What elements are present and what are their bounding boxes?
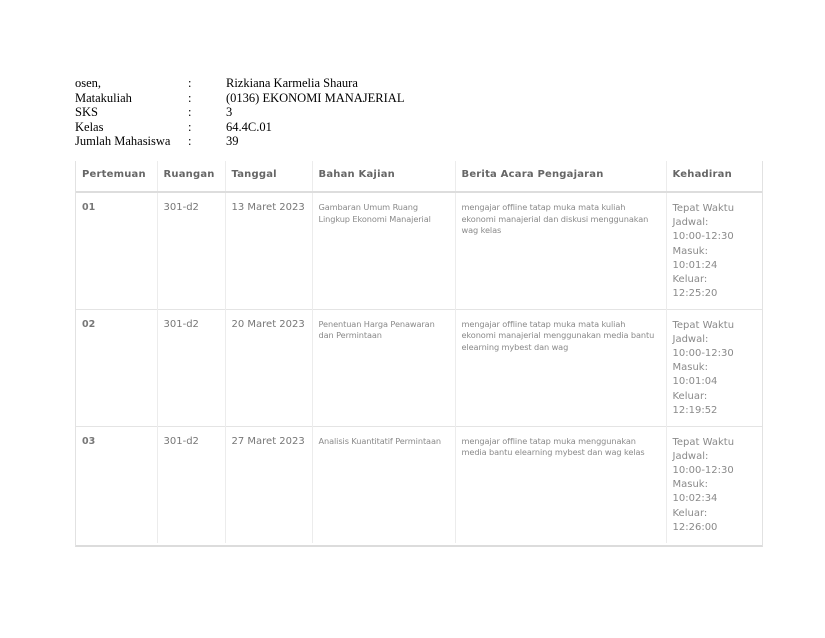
info-row-matakuliah (75, 91, 404, 106)
header-ruangan: Ruangan (157, 161, 225, 192)
info-value: 3 (226, 105, 233, 119)
info-label: osen, (75, 76, 102, 90)
cell-tanggal: 27 Maret 2023 (225, 426, 312, 543)
table-row (76, 426, 762, 543)
cell-tanggal: 13 Maret 2023 (225, 192, 312, 309)
info-colon: : (188, 134, 192, 148)
attendance-status: Tepat Waktu (672, 203, 735, 214)
table-row (76, 309, 762, 426)
info-value: Rizkiana Karmelia Shaura (226, 76, 358, 90)
check-out-label: Keluar: (672, 274, 708, 286)
info-row-jumlah-mahasiswa (75, 134, 404, 149)
info-colon: : (188, 90, 192, 105)
check-out-label: Keluar: (672, 390, 708, 402)
check-in-value: 10:01:24 (672, 259, 718, 271)
info-row-sks (75, 105, 404, 120)
attendance-status: Tepat Waktu (672, 319, 735, 331)
info-value: (0136) EKONOMI MANAJERIAL (226, 90, 405, 105)
info-label: Jumlah Mahasiswa (75, 134, 171, 148)
info-row-kelas (75, 120, 404, 135)
header-pertemuan: Pertemuan (76, 161, 157, 192)
header-bahan-kajian: Bahan Kajian (312, 161, 455, 192)
schedule-value: 10:00-12:30 (672, 464, 734, 476)
check-in-value: 10:02:34 (672, 493, 718, 505)
cell-bahan-kajian: Penentuan Harga Penawaran dan Permintaan (312, 309, 455, 426)
check-in-value: 10:01:04 (672, 376, 718, 388)
schedule-label: Jadwal: (672, 450, 709, 462)
info-row-dosen (75, 76, 404, 91)
schedule-value: 10:00-12:30 (672, 347, 734, 359)
info-colon: : (188, 76, 192, 90)
check-in-label: Masuk: (672, 479, 708, 491)
header-berita-acara: Berita Acara Pengajaran (455, 161, 666, 192)
cell-ruangan: 301-d2 (157, 192, 225, 309)
check-in-label: Masuk: (672, 362, 708, 374)
cell-pertemuan: 02 (76, 309, 157, 426)
cell-berita-acara: mengajar offline tatap muka menggunakan media bantu elearning mybest dan wag kelas (455, 426, 666, 543)
check-out-label: Keluar: (672, 507, 708, 519)
cell-pertemuan: 03 (76, 426, 157, 543)
cell-ruangan: 301-d2 (157, 309, 225, 426)
cell-kehadiran (666, 426, 762, 543)
info-value: 64.4C.01 (226, 119, 272, 134)
attendance-table-container (75, 161, 763, 547)
cell-tanggal: 20 Maret 2023 (225, 309, 312, 426)
info-colon: : (188, 105, 192, 119)
attendance-table (76, 161, 762, 543)
info-label: Matakuliah (75, 90, 132, 105)
table-row (76, 192, 762, 309)
check-out-value: 12:26:00 (672, 521, 718, 533)
cell-berita-acara: mengajar offline tatap muka mata kuliah ekonomi manajerial menggunakan media bantu elearning mybest dan wag (455, 309, 666, 426)
schedule-label: Jadwal: (672, 217, 709, 229)
info-value: 39 (226, 134, 239, 148)
schedule-value: 10:00-12:30 (672, 231, 734, 243)
cell-kehadiran (666, 192, 762, 309)
cell-pertemuan: 01 (76, 192, 157, 309)
check-in-label: Masuk: (672, 245, 708, 257)
info-colon: : (188, 119, 192, 134)
cell-bahan-kajian: Gambaran Umum Ruang Lingkup Ekonomi Manajerial (312, 192, 455, 309)
info-label: SKS (75, 105, 98, 119)
header-kehadiran: Kehadiran (666, 161, 762, 192)
cell-berita-acara: mengajar offline tatap muka mata kuliah ekonomi manajerial dan diskusi menggunakan wag kelas (455, 192, 666, 309)
table-header-row (76, 161, 762, 192)
cell-kehadiran (666, 309, 762, 426)
cell-bahan-kajian: Analisis Kuantitatif Permintaan (312, 426, 455, 543)
info-label: Kelas (75, 119, 104, 134)
schedule-label: Jadwal: (672, 333, 709, 345)
check-out-value: 12:25:20 (672, 288, 718, 300)
header-tanggal: Tanggal (225, 161, 312, 192)
cell-ruangan: 301-d2 (157, 426, 225, 543)
check-out-value: 12:19:52 (672, 404, 718, 416)
attendance-status: Tepat Waktu (672, 436, 735, 448)
course-info (75, 76, 404, 149)
